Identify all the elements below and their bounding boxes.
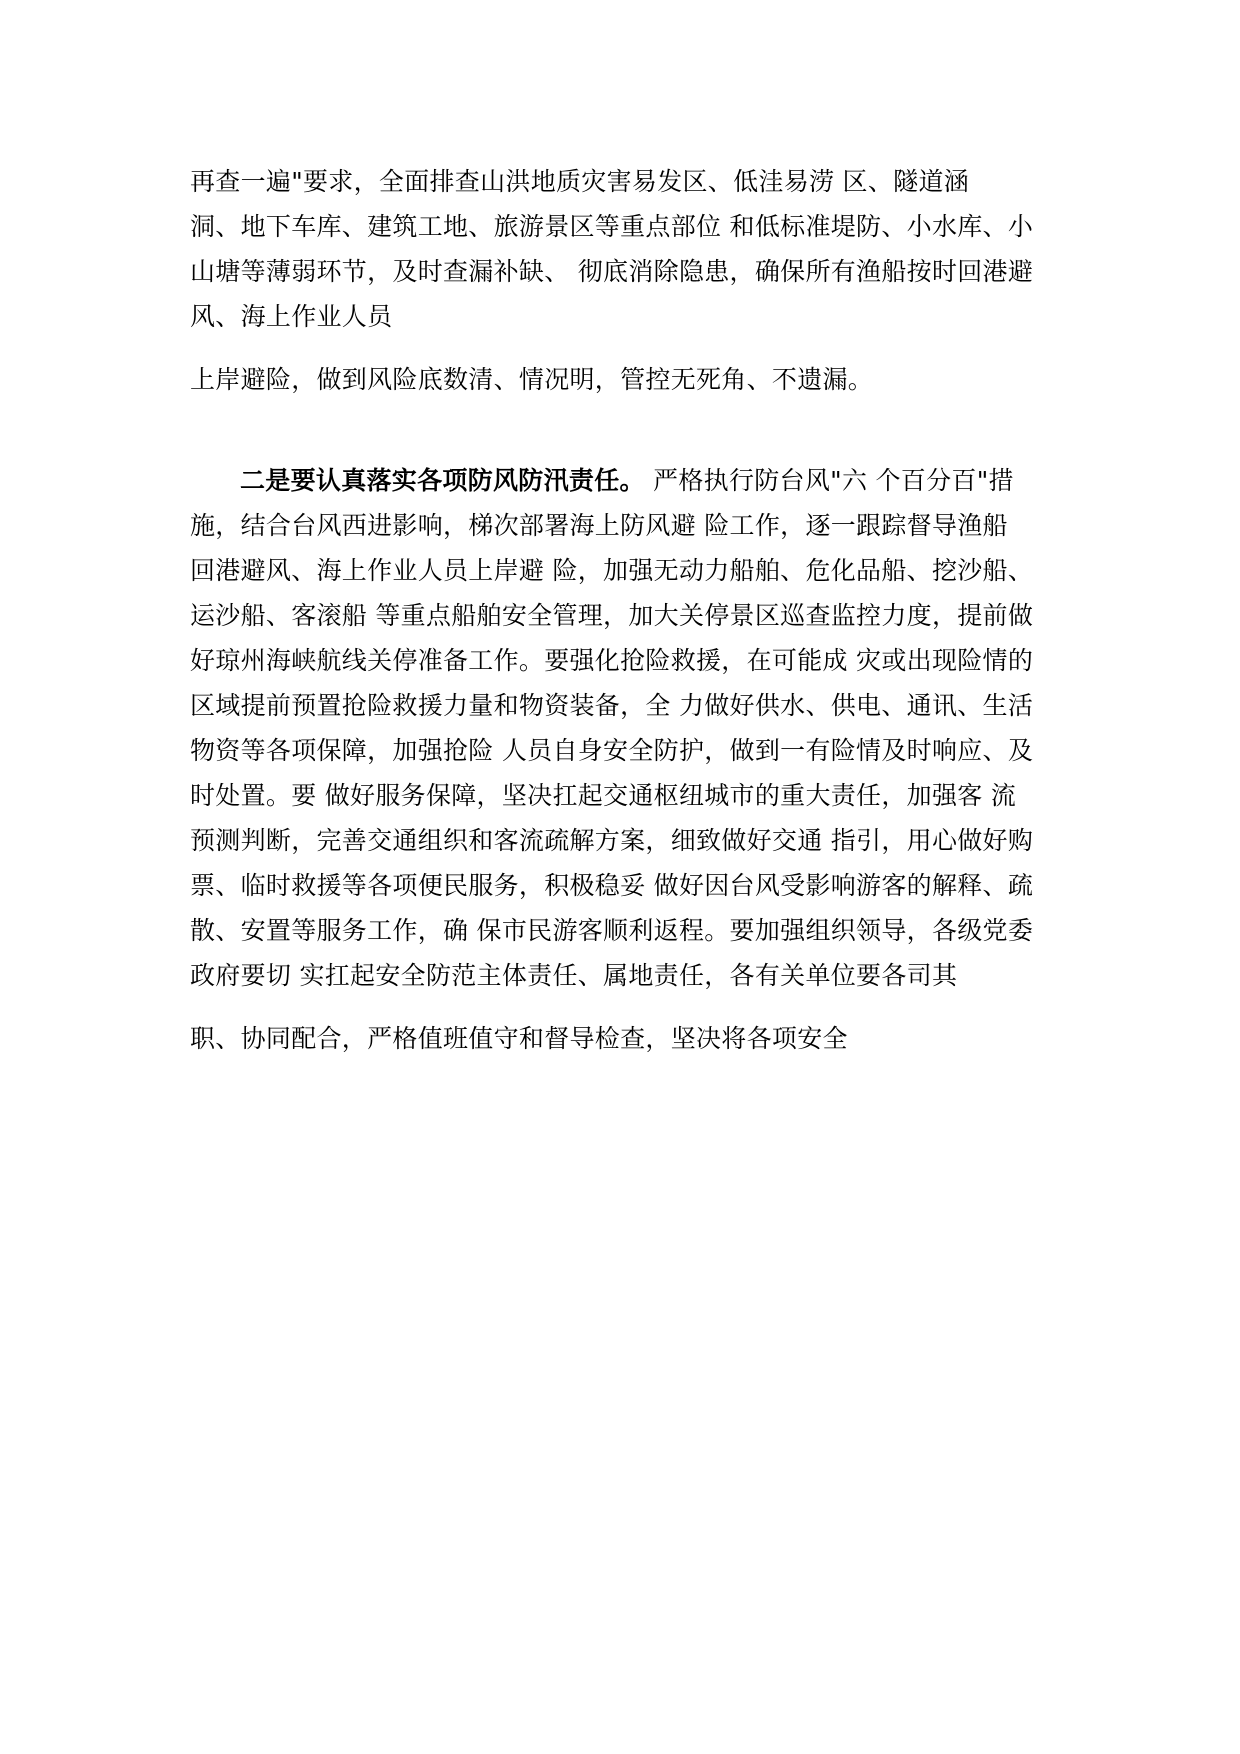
text-line: 山塘等薄弱环节，及时查漏补缺、 彻底消除隐患，确保所有渔船按时回港避: [190, 257, 1034, 286]
text-line: 再查一遍"要求，全面排查山洪地质灾害易发区、低洼易涝 区、隧道涵: [190, 167, 970, 196]
text-line: 好琼州海峡航线关停准备工作。要强化抢险救援，在可能成 灾或出现险情的: [190, 646, 1034, 675]
text-line: 回港避风、海上作业人员上岸避 险，加强无动力船舶、危化品船、挖沙船、: [190, 556, 1034, 585]
text-line: 风、海上作业人员: [190, 302, 393, 331]
text-line: 物资等各项保障，加强抢险 人员自身安全防护，做到一有险情及时响应、及: [190, 736, 1034, 765]
text-line: 预测判断，完善交通组织和客流疏解方案，细致做好交通 指引，用心做好购: [190, 826, 1034, 855]
text-line: 散、安置等服务工作，确 保市民游客顺利返程。要加强组织领导，各级党委: [190, 916, 1034, 945]
text-line: 洞、地下车库、建筑工地、旅游景区等重点部位 和低标准堤防、小水库、小: [190, 212, 1034, 241]
paragraph-first-rest: 严格执行防台风"六 个百分百"措: [644, 466, 1014, 495]
paragraph-lead: 二是要认真落实各项防风防汛责任。: [240, 466, 645, 495]
text-line: 区域提前预置抢险救援力量和物资装备，全 力做好供水、供电、通讯、生活: [190, 691, 1034, 720]
paragraph-first-line: [240, 464, 1014, 498]
text-line: 政府要切 实扛起安全防范主体责任、属地责任，各有关单位要各司其: [190, 961, 958, 990]
text-line: 票、临时救援等各项便民服务，积极稳妥 做好因台风受影响游客的解释、疏: [190, 871, 1034, 900]
text-line: 施，结合台风西进影响，梯次部署海上防风避 险工作，逐一跟踪督导渔船: [190, 511, 1008, 540]
text-line: 时处置。要 做好服务保障，坚决扛起交通枢纽城市的重大责任，加强客 流: [190, 781, 1017, 810]
text-line: 上岸避险，做到风险底数清、情况明，管控无死角、不遗漏。: [190, 365, 874, 394]
text-line: 运沙船、客滚船 等重点船舶安全管理，加大关停景区巡查监控力度，提前做: [190, 601, 1034, 630]
text-line: 职、协同配合，严格值班值守和督导检查，坚决将各项安全: [190, 1024, 848, 1053]
